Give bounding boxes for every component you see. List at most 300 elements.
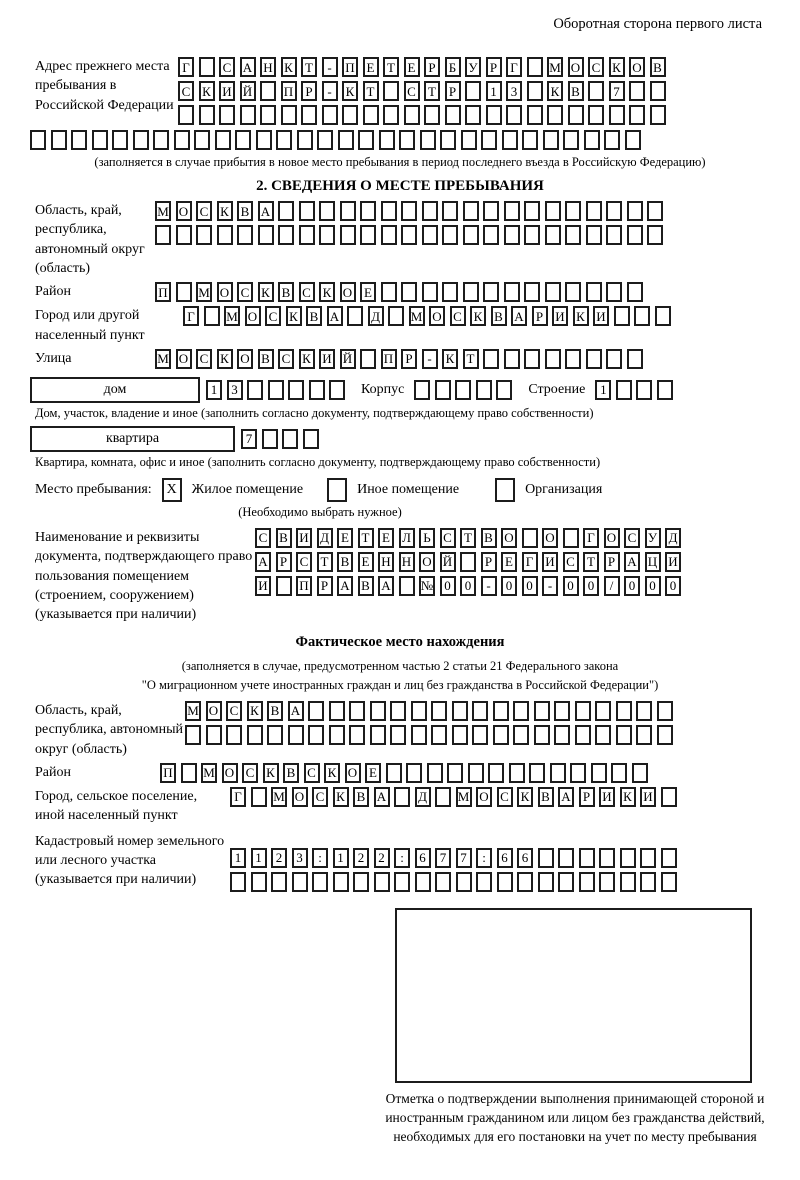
char-cell[interactable]: В bbox=[278, 282, 294, 302]
char-cell[interactable]: Р bbox=[424, 57, 440, 77]
char-cell[interactable]: И bbox=[665, 552, 681, 572]
char-cell[interactable] bbox=[176, 225, 192, 245]
char-cell[interactable] bbox=[199, 105, 215, 125]
char-cell[interactable]: Н bbox=[378, 552, 394, 572]
char-cell[interactable] bbox=[349, 725, 365, 745]
char-cell[interactable] bbox=[424, 105, 440, 125]
char-cell[interactable]: 1 bbox=[595, 380, 611, 400]
char-cell[interactable]: О bbox=[176, 201, 192, 221]
char-cell[interactable] bbox=[427, 763, 443, 783]
char-cell[interactable] bbox=[595, 701, 611, 721]
char-cell[interactable] bbox=[504, 201, 520, 221]
char-cell[interactable] bbox=[509, 763, 525, 783]
char-cell[interactable]: В bbox=[353, 787, 369, 807]
char-cell[interactable]: К bbox=[281, 57, 297, 77]
char-cell[interactable] bbox=[379, 130, 395, 150]
char-cell[interactable] bbox=[584, 130, 600, 150]
char-cell[interactable]: Ц bbox=[645, 552, 661, 572]
char-cell[interactable]: О bbox=[542, 528, 558, 548]
char-cell[interactable] bbox=[575, 725, 591, 745]
char-cell[interactable] bbox=[632, 763, 648, 783]
char-cell[interactable] bbox=[545, 282, 561, 302]
char-cell[interactable]: Р bbox=[445, 81, 461, 101]
char-cell[interactable] bbox=[524, 282, 540, 302]
char-cell[interactable]: 1 bbox=[206, 380, 222, 400]
char-cell[interactable]: 2 bbox=[374, 848, 390, 868]
char-cell[interactable]: 0 bbox=[460, 576, 476, 596]
char-cell[interactable]: Е bbox=[337, 528, 353, 548]
char-cell[interactable] bbox=[657, 701, 673, 721]
char-cell[interactable]: М bbox=[547, 57, 563, 77]
char-cell[interactable] bbox=[381, 201, 397, 221]
char-cell[interactable]: А bbox=[624, 552, 640, 572]
char-cell[interactable] bbox=[554, 725, 570, 745]
char-cell[interactable] bbox=[360, 349, 376, 369]
char-cell[interactable]: 6 bbox=[415, 848, 431, 868]
char-cell[interactable]: 1 bbox=[251, 848, 267, 868]
char-cell[interactable]: А bbox=[558, 787, 574, 807]
char-cell[interactable] bbox=[627, 349, 643, 369]
char-cell[interactable] bbox=[524, 349, 540, 369]
char-cell[interactable] bbox=[92, 130, 108, 150]
char-cell[interactable] bbox=[319, 201, 335, 221]
char-cell[interactable] bbox=[452, 701, 468, 721]
char-cell[interactable]: И bbox=[593, 306, 609, 326]
char-cell[interactable]: - bbox=[542, 576, 558, 596]
char-cell[interactable]: К bbox=[342, 81, 358, 101]
char-cell[interactable]: К bbox=[299, 349, 315, 369]
char-cell[interactable] bbox=[563, 130, 579, 150]
char-cell[interactable] bbox=[404, 105, 420, 125]
char-cell[interactable] bbox=[636, 380, 652, 400]
char-cell[interactable] bbox=[620, 872, 636, 892]
char-cell[interactable] bbox=[650, 105, 666, 125]
char-cell[interactable] bbox=[329, 725, 345, 745]
char-cell[interactable] bbox=[565, 201, 581, 221]
char-cell[interactable]: Р bbox=[532, 306, 548, 326]
char-cell[interactable] bbox=[661, 787, 677, 807]
char-cell[interactable]: С bbox=[255, 528, 271, 548]
char-cell[interactable]: А bbox=[255, 552, 271, 572]
char-cell[interactable] bbox=[568, 105, 584, 125]
char-cell[interactable] bbox=[174, 130, 190, 150]
char-cell[interactable] bbox=[472, 701, 488, 721]
char-cell[interactable] bbox=[461, 130, 477, 150]
char-cell[interactable] bbox=[538, 872, 554, 892]
char-cell[interactable] bbox=[460, 552, 476, 572]
char-cell[interactable] bbox=[442, 282, 458, 302]
char-cell[interactable] bbox=[30, 130, 46, 150]
char-cell[interactable]: И bbox=[255, 576, 271, 596]
char-cell[interactable] bbox=[297, 130, 313, 150]
char-cell[interactable] bbox=[340, 201, 356, 221]
char-cell[interactable] bbox=[565, 349, 581, 369]
char-cell[interactable] bbox=[237, 225, 253, 245]
char-cell[interactable]: : bbox=[394, 848, 410, 868]
char-cell[interactable] bbox=[435, 787, 451, 807]
char-cell[interactable]: О bbox=[604, 528, 620, 548]
char-cell[interactable] bbox=[329, 701, 345, 721]
char-cell[interactable]: 1 bbox=[333, 848, 349, 868]
char-cell[interactable]: И bbox=[599, 787, 615, 807]
char-cell[interactable] bbox=[204, 306, 220, 326]
char-cell[interactable]: 0 bbox=[645, 576, 661, 596]
char-cell[interactable]: О bbox=[476, 787, 492, 807]
char-cell[interactable] bbox=[422, 225, 438, 245]
char-cell[interactable] bbox=[390, 725, 406, 745]
char-cell[interactable]: 2 bbox=[271, 848, 287, 868]
char-cell[interactable] bbox=[347, 306, 363, 326]
char-cell[interactable]: 3 bbox=[227, 380, 243, 400]
char-cell[interactable] bbox=[406, 763, 422, 783]
char-cell[interactable] bbox=[456, 872, 472, 892]
char-cell[interactable]: К bbox=[573, 306, 589, 326]
char-cell[interactable]: 6 bbox=[497, 848, 513, 868]
char-cell[interactable] bbox=[440, 130, 456, 150]
char-cell[interactable] bbox=[153, 130, 169, 150]
char-cell[interactable] bbox=[465, 81, 481, 101]
char-cell[interactable] bbox=[575, 701, 591, 721]
char-cell[interactable]: М bbox=[155, 349, 171, 369]
char-cell[interactable] bbox=[629, 105, 645, 125]
char-cell[interactable]: К bbox=[470, 306, 486, 326]
char-cell[interactable] bbox=[661, 848, 677, 868]
char-cell[interactable]: Р bbox=[579, 787, 595, 807]
char-cell[interactable] bbox=[399, 130, 415, 150]
char-cell[interactable]: 6 bbox=[517, 848, 533, 868]
char-cell[interactable] bbox=[493, 701, 509, 721]
char-cell[interactable] bbox=[534, 725, 550, 745]
char-cell[interactable]: Г bbox=[522, 552, 538, 572]
char-cell[interactable] bbox=[267, 725, 283, 745]
char-cell[interactable] bbox=[420, 130, 436, 150]
char-cell[interactable] bbox=[309, 380, 325, 400]
char-cell[interactable]: В bbox=[267, 701, 283, 721]
char-cell[interactable] bbox=[196, 225, 212, 245]
char-cell[interactable]: Р bbox=[481, 552, 497, 572]
char-cell[interactable]: О bbox=[206, 701, 222, 721]
char-cell[interactable] bbox=[586, 282, 602, 302]
char-cell[interactable]: - bbox=[322, 81, 338, 101]
char-cell[interactable]: В bbox=[237, 201, 253, 221]
char-cell[interactable] bbox=[586, 225, 602, 245]
char-cell[interactable] bbox=[452, 725, 468, 745]
char-cell[interactable]: Е bbox=[378, 528, 394, 548]
char-cell[interactable]: И bbox=[296, 528, 312, 548]
char-cell[interactable] bbox=[463, 201, 479, 221]
char-cell[interactable]: - bbox=[422, 349, 438, 369]
char-cell[interactable]: 0 bbox=[563, 576, 579, 596]
char-cell[interactable] bbox=[260, 81, 276, 101]
char-cell[interactable] bbox=[463, 282, 479, 302]
char-cell[interactable] bbox=[486, 105, 502, 125]
char-cell[interactable] bbox=[504, 225, 520, 245]
char-cell[interactable]: Д bbox=[317, 528, 333, 548]
char-cell[interactable] bbox=[319, 225, 335, 245]
char-cell[interactable] bbox=[629, 81, 645, 101]
char-cell[interactable] bbox=[595, 725, 611, 745]
char-cell[interactable]: 0 bbox=[583, 576, 599, 596]
char-cell[interactable] bbox=[524, 225, 540, 245]
char-cell[interactable]: Г bbox=[230, 787, 246, 807]
char-cell[interactable] bbox=[155, 225, 171, 245]
char-cell[interactable]: Е bbox=[501, 552, 517, 572]
char-cell[interactable] bbox=[527, 105, 543, 125]
char-cell[interactable]: Т bbox=[424, 81, 440, 101]
char-cell[interactable] bbox=[399, 576, 415, 596]
char-cell[interactable]: А bbox=[374, 787, 390, 807]
char-cell[interactable] bbox=[317, 130, 333, 150]
organization-checkbox[interactable] bbox=[495, 478, 515, 502]
char-cell[interactable]: Т bbox=[301, 57, 317, 77]
char-cell[interactable]: Г bbox=[583, 528, 599, 548]
char-cell[interactable] bbox=[247, 725, 263, 745]
apartment-box[interactable]: квартира bbox=[30, 426, 235, 452]
char-cell[interactable]: В bbox=[650, 57, 666, 77]
char-cell[interactable]: С bbox=[196, 201, 212, 221]
char-cell[interactable] bbox=[513, 701, 529, 721]
char-cell[interactable]: М bbox=[155, 201, 171, 221]
char-cell[interactable] bbox=[661, 872, 677, 892]
char-cell[interactable] bbox=[606, 282, 622, 302]
char-cell[interactable] bbox=[226, 725, 242, 745]
char-cell[interactable] bbox=[627, 225, 643, 245]
house-box[interactable]: дом bbox=[30, 377, 200, 403]
char-cell[interactable]: С bbox=[178, 81, 194, 101]
char-cell[interactable] bbox=[251, 787, 267, 807]
char-cell[interactable] bbox=[657, 380, 673, 400]
char-cell[interactable] bbox=[650, 81, 666, 101]
char-cell[interactable] bbox=[636, 725, 652, 745]
char-cell[interactable]: К bbox=[286, 306, 302, 326]
char-cell[interactable]: В bbox=[337, 552, 353, 572]
char-cell[interactable]: Ь bbox=[419, 528, 435, 548]
char-cell[interactable] bbox=[431, 701, 447, 721]
char-cell[interactable] bbox=[616, 701, 632, 721]
char-cell[interactable] bbox=[493, 725, 509, 745]
char-cell[interactable] bbox=[472, 725, 488, 745]
char-cell[interactable]: Т bbox=[460, 528, 476, 548]
char-cell[interactable]: Н bbox=[399, 552, 415, 572]
char-cell[interactable]: 0 bbox=[440, 576, 456, 596]
char-cell[interactable]: О bbox=[419, 552, 435, 572]
char-cell[interactable] bbox=[185, 725, 201, 745]
char-cell[interactable]: О bbox=[340, 282, 356, 302]
char-cell[interactable] bbox=[374, 872, 390, 892]
char-cell[interactable]: С bbox=[312, 787, 328, 807]
char-cell[interactable]: Е bbox=[360, 282, 376, 302]
char-cell[interactable]: С bbox=[242, 763, 258, 783]
char-cell[interactable]: 0 bbox=[522, 576, 538, 596]
char-cell[interactable]: В bbox=[481, 528, 497, 548]
char-cell[interactable] bbox=[504, 282, 520, 302]
char-cell[interactable] bbox=[636, 701, 652, 721]
char-cell[interactable]: Т bbox=[363, 81, 379, 101]
char-cell[interactable]: Д bbox=[415, 787, 431, 807]
char-cell[interactable] bbox=[322, 105, 338, 125]
char-cell[interactable]: И bbox=[640, 787, 656, 807]
char-cell[interactable] bbox=[401, 201, 417, 221]
char-cell[interactable] bbox=[640, 848, 656, 868]
char-cell[interactable] bbox=[476, 872, 492, 892]
char-cell[interactable]: С bbox=[265, 306, 281, 326]
char-cell[interactable] bbox=[534, 701, 550, 721]
char-cell[interactable]: Е bbox=[404, 57, 420, 77]
char-cell[interactable] bbox=[308, 701, 324, 721]
char-cell[interactable]: С bbox=[563, 552, 579, 572]
char-cell[interactable] bbox=[301, 105, 317, 125]
char-cell[interactable] bbox=[340, 225, 356, 245]
char-cell[interactable]: С bbox=[588, 57, 604, 77]
char-cell[interactable]: С bbox=[497, 787, 513, 807]
char-cell[interactable] bbox=[206, 725, 222, 745]
char-cell[interactable] bbox=[199, 57, 215, 77]
char-cell[interactable] bbox=[538, 848, 554, 868]
char-cell[interactable] bbox=[390, 701, 406, 721]
char-cell[interactable]: А bbox=[337, 576, 353, 596]
char-cell[interactable]: Г bbox=[506, 57, 522, 77]
char-cell[interactable]: Т bbox=[463, 349, 479, 369]
char-cell[interactable]: Е bbox=[358, 552, 374, 572]
char-cell[interactable]: С bbox=[440, 528, 456, 548]
char-cell[interactable] bbox=[133, 130, 149, 150]
char-cell[interactable]: П bbox=[381, 349, 397, 369]
char-cell[interactable] bbox=[360, 225, 376, 245]
char-cell[interactable]: 0 bbox=[624, 576, 640, 596]
char-cell[interactable] bbox=[483, 349, 499, 369]
char-cell[interactable] bbox=[388, 306, 404, 326]
char-cell[interactable] bbox=[468, 763, 484, 783]
char-cell[interactable] bbox=[527, 57, 543, 77]
char-cell[interactable]: С bbox=[624, 528, 640, 548]
char-cell[interactable]: Г bbox=[183, 306, 199, 326]
char-cell[interactable]: М bbox=[185, 701, 201, 721]
char-cell[interactable] bbox=[383, 105, 399, 125]
char-cell[interactable]: Р bbox=[604, 552, 620, 572]
char-cell[interactable]: Р bbox=[486, 57, 502, 77]
char-cell[interactable]: О bbox=[176, 349, 192, 369]
char-cell[interactable] bbox=[565, 225, 581, 245]
char-cell[interactable] bbox=[176, 282, 192, 302]
char-cell[interactable] bbox=[181, 763, 197, 783]
char-cell[interactable]: О bbox=[629, 57, 645, 77]
char-cell[interactable] bbox=[591, 763, 607, 783]
char-cell[interactable]: В bbox=[568, 81, 584, 101]
char-cell[interactable]: Т bbox=[583, 552, 599, 572]
char-cell[interactable] bbox=[383, 81, 399, 101]
char-cell[interactable] bbox=[527, 81, 543, 101]
char-cell[interactable] bbox=[349, 701, 365, 721]
char-cell[interactable] bbox=[565, 282, 581, 302]
char-cell[interactable]: 1 bbox=[486, 81, 502, 101]
char-cell[interactable] bbox=[278, 225, 294, 245]
char-cell[interactable]: О bbox=[217, 282, 233, 302]
char-cell[interactable] bbox=[547, 105, 563, 125]
char-cell[interactable] bbox=[386, 763, 402, 783]
char-cell[interactable]: / bbox=[604, 576, 620, 596]
char-cell[interactable]: К bbox=[217, 201, 233, 221]
char-cell[interactable]: О bbox=[429, 306, 445, 326]
char-cell[interactable] bbox=[401, 282, 417, 302]
char-cell[interactable]: П bbox=[296, 576, 312, 596]
char-cell[interactable]: А bbox=[378, 576, 394, 596]
char-cell[interactable]: А bbox=[240, 57, 256, 77]
char-cell[interactable] bbox=[522, 528, 538, 548]
char-cell[interactable]: К bbox=[217, 349, 233, 369]
char-cell[interactable] bbox=[545, 201, 561, 221]
char-cell[interactable]: О bbox=[237, 349, 253, 369]
char-cell[interactable] bbox=[502, 130, 518, 150]
char-cell[interactable] bbox=[517, 872, 533, 892]
char-cell[interactable]: : bbox=[312, 848, 328, 868]
char-cell[interactable] bbox=[483, 282, 499, 302]
char-cell[interactable] bbox=[588, 81, 604, 101]
char-cell[interactable] bbox=[422, 201, 438, 221]
char-cell[interactable]: К bbox=[263, 763, 279, 783]
char-cell[interactable]: М bbox=[271, 787, 287, 807]
char-cell[interactable] bbox=[230, 872, 246, 892]
char-cell[interactable] bbox=[620, 848, 636, 868]
char-cell[interactable]: В bbox=[538, 787, 554, 807]
char-cell[interactable] bbox=[370, 725, 386, 745]
char-cell[interactable]: Д bbox=[368, 306, 384, 326]
char-cell[interactable] bbox=[235, 130, 251, 150]
char-cell[interactable] bbox=[586, 349, 602, 369]
char-cell[interactable] bbox=[281, 105, 297, 125]
char-cell[interactable]: О bbox=[222, 763, 238, 783]
char-cell[interactable]: К bbox=[324, 763, 340, 783]
char-cell[interactable]: Й bbox=[240, 81, 256, 101]
char-cell[interactable]: 0 bbox=[501, 576, 517, 596]
char-cell[interactable] bbox=[543, 130, 559, 150]
char-cell[interactable]: Т bbox=[358, 528, 374, 548]
char-cell[interactable]: П bbox=[342, 57, 358, 77]
char-cell[interactable] bbox=[616, 380, 632, 400]
char-cell[interactable]: 0 bbox=[665, 576, 681, 596]
char-cell[interactable]: С bbox=[299, 282, 315, 302]
char-cell[interactable]: С bbox=[304, 763, 320, 783]
char-cell[interactable] bbox=[194, 130, 210, 150]
char-cell[interactable] bbox=[256, 130, 272, 150]
char-cell[interactable] bbox=[240, 105, 256, 125]
char-cell[interactable] bbox=[71, 130, 87, 150]
char-cell[interactable]: 7 bbox=[241, 429, 257, 449]
char-cell[interactable] bbox=[445, 105, 461, 125]
char-cell[interactable]: И bbox=[219, 81, 235, 101]
char-cell[interactable]: Й bbox=[340, 349, 356, 369]
char-cell[interactable] bbox=[483, 201, 499, 221]
char-cell[interactable]: К bbox=[258, 282, 274, 302]
char-cell[interactable] bbox=[558, 872, 574, 892]
char-cell[interactable]: О bbox=[345, 763, 361, 783]
char-cell[interactable]: С bbox=[219, 57, 235, 77]
char-cell[interactable] bbox=[655, 306, 671, 326]
char-cell[interactable]: М bbox=[201, 763, 217, 783]
char-cell[interactable]: С bbox=[196, 349, 212, 369]
char-cell[interactable] bbox=[497, 872, 513, 892]
char-cell[interactable] bbox=[488, 763, 504, 783]
char-cell[interactable] bbox=[545, 225, 561, 245]
char-cell[interactable] bbox=[616, 725, 632, 745]
char-cell[interactable] bbox=[579, 872, 595, 892]
char-cell[interactable] bbox=[329, 380, 345, 400]
char-cell[interactable] bbox=[276, 576, 292, 596]
char-cell[interactable] bbox=[447, 763, 463, 783]
char-cell[interactable] bbox=[599, 872, 615, 892]
char-cell[interactable]: В bbox=[358, 576, 374, 596]
char-cell[interactable]: Р bbox=[401, 349, 417, 369]
char-cell[interactable] bbox=[627, 201, 643, 221]
